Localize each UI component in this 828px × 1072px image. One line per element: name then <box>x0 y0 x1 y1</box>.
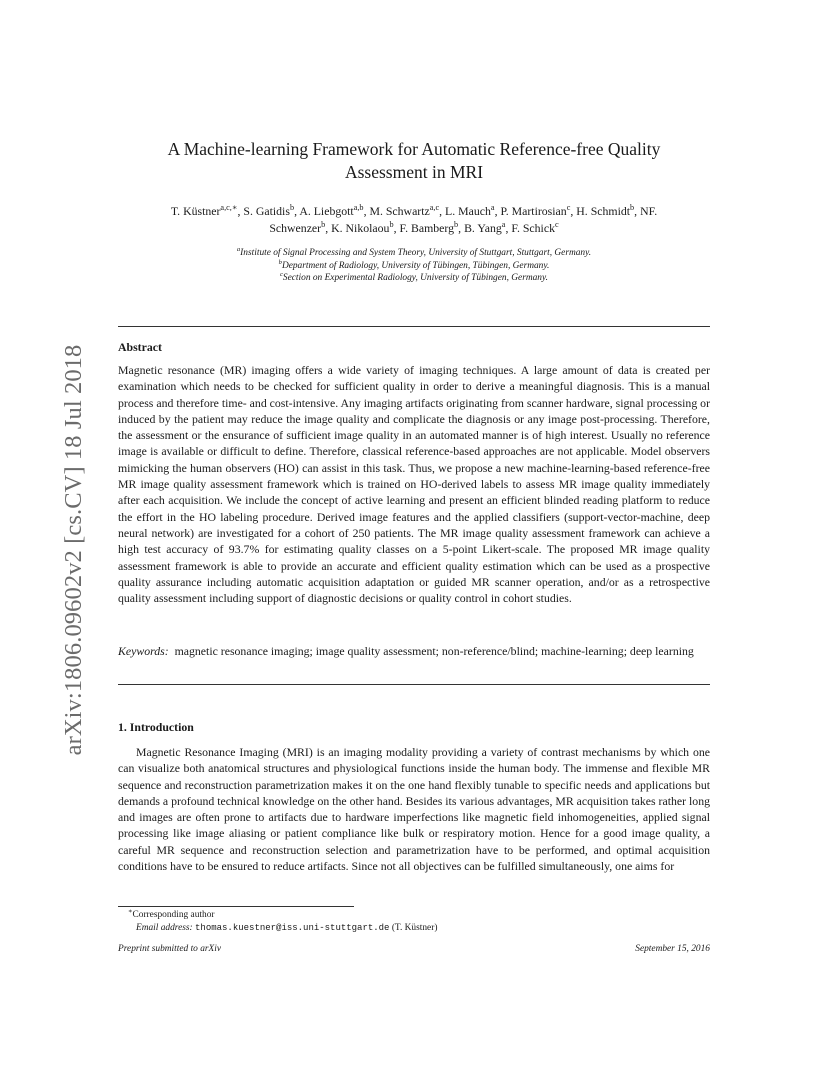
author: B. Yang <box>464 221 502 235</box>
author: H. Schmidt <box>576 204 631 218</box>
author: M. Schwartz <box>369 204 430 218</box>
author-affiliation-mark: c <box>566 203 571 213</box>
author: F. Schick <box>511 221 555 235</box>
author-affiliation-mark: a,b <box>353 203 364 213</box>
introduction-body: Magnetic Resonance Imaging (MRI) is an imaging modality providing a variety of contrast mechanisms by which one can visualize both anatomical structures and physiological functions inside the human body. The immense and flexible MR sequence and reconstruction parametrization makes it on the one hand flexibly tunable to specific needs and applications but demands a profound technical knowledge on the other hand. Besides its various advantages, MR acquisition takes rather long and images are often prone to artifacts due to hardware imperfections like magnetic field inhomogeneities, applied signal processing like image aliasing or patient compliance like bulk or respiratory motion. Hence for a good image quality, a careful MR sequence and reconstruction selection and parametrization have to be performed, and optimal acquisition conditions have to be ensured to reduce artifacts. Since not all objectives can be fulfilled simultaneously, one aims for <box>118 745 710 874</box>
abstract-heading: Abstract <box>118 340 162 354</box>
affiliation-mark: b <box>278 258 282 266</box>
author: K. Nikolaou <box>331 221 390 235</box>
author-affiliation-mark: b <box>321 220 326 230</box>
email-owner: (T. Küstner) <box>391 923 438 933</box>
affiliation-mark: a <box>236 245 241 253</box>
author-affiliation-mark: b <box>630 203 635 213</box>
arxiv-sidebar <box>44 300 104 800</box>
abstract-body: Magnetic resonance (MR) imaging offers a wide variety of imaging techniques. A large amount of data is created per examination which needs to be checked for sufficient quality in order to derive a meaningful diagnosis. This is a manual process and therefore time- and cost-intensive. Any imaging artifacts originating from scanner hardware, signal processing or induced by the patient may reduce the image quality and complicate the diagnosis or any image post-processing. Therefore, the assessment or the ensurance of sufficient image quality in an automated manner is of high interest. Usually no reference image is available or difficult to define. Therefore, classical reference-based approaches are not applicable. Model observers mimicking the human observers (HO) can assist in this task. Thus, we propose a new machine-learning-based reference-free MR image quality assessment framework which is trained on HO-derived labels to assess MR image quality immediately after each acquisition. We include the concept of active learning and present an efficient blinded reading platform to reduce the effort in the HO labeling procedure. Derived image features and the applied classifiers (support-vector-machine, deep neural network) are investigated for a cohort of 250 patients. The MR image quality assessment framework can achieve a high test accuracy of 93.7% for estimating quality classes on a 5-point Likert-scale. The proposed MR image quality assessment framework is able to provide an accurate and efficient quality estimation which can be used as a prospective quality assurance including automatic acquisition adaptation or guided MR scanner operation, and/or as a retrospective quality assessment including support of diagnostic decisions or quality control in cohort studies. <box>118 363 710 606</box>
affiliation-text: Department of Radiology, University of Tübingen, Tübingen, Germany. <box>281 260 550 271</box>
author: T. Küstner <box>170 204 221 218</box>
author-affiliation-mark: a,c <box>429 203 440 213</box>
author: NF. <box>640 204 658 218</box>
abstract-bottom-rule <box>118 684 710 685</box>
abstract-top-rule <box>118 326 710 327</box>
author-affiliation-mark: a <box>490 203 495 213</box>
affiliation-c <box>118 272 710 285</box>
author-list <box>118 203 710 237</box>
author: F. Bamberg <box>399 221 455 235</box>
arxiv-identifier: arXiv:1806.09602v2 [cs.CV] 18 Jul 2018 <box>60 344 87 756</box>
introduction-heading: 1. Introduction <box>118 720 194 734</box>
footer-date: September 15, 2016 <box>635 944 710 954</box>
author-affiliation-mark: b <box>289 203 295 213</box>
keywords-label: Keywords: <box>118 644 169 658</box>
author: L. Mauch <box>445 204 491 218</box>
keywords-text: magnetic resonance imaging; image quality assessment; non-reference/blind; machine-learning; deep learning <box>174 644 694 658</box>
email-label: Email address: <box>136 923 193 933</box>
author-affiliation-mark: a,c,∗ <box>220 203 238 213</box>
author-line-1: T. Küstner$^{a,c,∗}$, S. Gatidis$^b$, A. Liebgott$^{a,b}$, M. Schwartz$^{a,c}$, L. Mauch$^a$, P. Martirosian$^c$, H. Schmidt$^b$, NF. <box>170 203 658 218</box>
author: A. Liebgott <box>299 204 354 218</box>
author-affiliation-mark: b <box>389 220 394 230</box>
author-affiliation-mark: a <box>501 220 506 230</box>
affiliation-b <box>118 260 710 273</box>
affiliations <box>118 247 710 285</box>
footnote-corresponding-text: Corresponding author <box>132 910 215 920</box>
keywords <box>118 643 710 659</box>
author-line-2: Schwenzer$^b$, K. Nikolaou$^b$, F. Bamberg$^b$, B. Yang$^a$, F. Schick$^c$ <box>269 220 559 235</box>
author: P. Martirosian <box>500 204 567 218</box>
author-affiliation-mark: c <box>554 220 559 230</box>
affiliation-text: Section on Experimental Radiology, University of Tübingen, Germany. <box>282 273 548 283</box>
affiliation-text: Institute of Signal Processing and System Theory, University of Stuttgart, Stuttgart, Germany. <box>240 248 592 258</box>
author: S. Gatidis <box>243 204 290 218</box>
title-line-1: A Machine-learning Framework for Automatic Reference-free Quality <box>167 139 661 159</box>
paper-title <box>118 138 710 184</box>
affiliation-a <box>118 247 710 260</box>
affiliation-mark: c <box>280 270 283 278</box>
author: Schwenzer <box>269 221 322 235</box>
footnote-corresponding <box>128 909 215 921</box>
title-line-2: Assessment in MRI <box>344 162 484 182</box>
footer-preprint: Preprint submitted to arXiv <box>118 944 222 954</box>
footnote-mark: ∗ <box>128 907 133 915</box>
author-affiliation-mark: b <box>454 220 459 230</box>
email-address[interactable]: thomas.kuestner@iss.uni-stuttgart.de <box>195 923 390 933</box>
footnote-rule <box>118 906 354 907</box>
footnote-email <box>136 922 437 934</box>
